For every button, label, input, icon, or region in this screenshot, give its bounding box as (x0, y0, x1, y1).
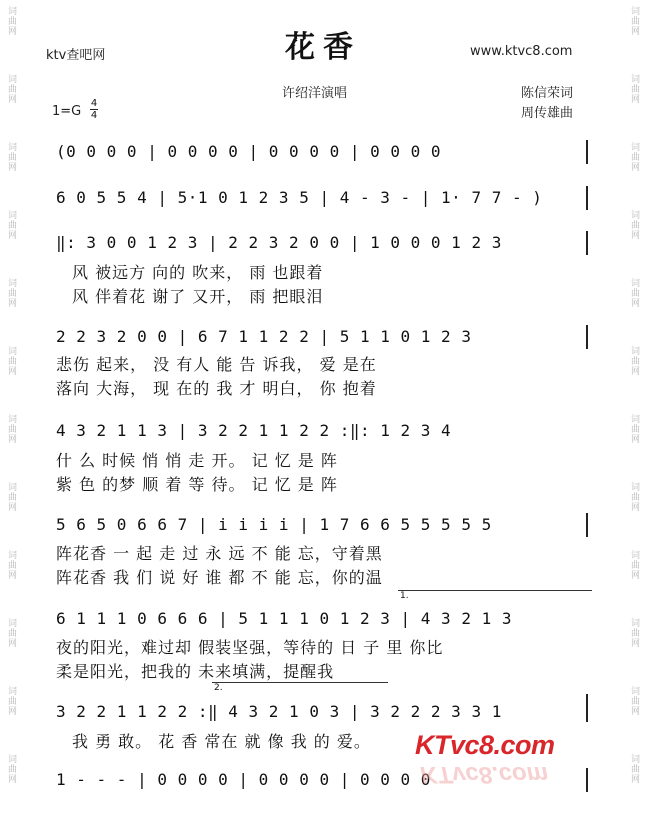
lyrics-verse2-line5: 柔是阳光，把我的 未来填满，提醒我 (56, 662, 335, 681)
watermark-text: 词曲网 (6, 278, 16, 308)
lyrics-verse1-line3: 什 么 时候 悄 悄 走 开。 记 忆 是 阵 (56, 451, 338, 470)
score-row-1: (0 0 0 0 | 0 0 0 0 | 0 0 0 0 | 0 0 0 0 (56, 142, 442, 161)
lyricist-credit: 陈信荣词 (521, 86, 574, 101)
score-row-7-notes: 6 1 1 1 0 6 6 6 | 5 1 1 1 0 1 2 3 | 4 3 2 1 3 (56, 609, 512, 628)
lyrics-verse1-line2: 悲伤 起来， 没 有人 能 告 诉我， 爱 是在 (56, 355, 377, 374)
volta-2-label: 2. (214, 683, 223, 693)
volta-2-bracket (212, 682, 388, 683)
key-signature: 1=G (52, 104, 82, 119)
barline (586, 694, 588, 722)
lyrics-verse2-line4: 阵花香 我 们 说 好 谁 都 不 能 忘，你的温 (56, 568, 383, 587)
singer-credit: 许绍洋演唱 (282, 86, 348, 101)
watermark-text: 词曲网 (629, 210, 639, 240)
lyrics-verse1-line4: 阵花香 一 起 走 过 永 远 不 能 忘，守着黑 (56, 544, 383, 563)
watermark-text: 词曲网 (6, 686, 16, 716)
watermark-text: 词曲网 (629, 278, 639, 308)
barline (586, 768, 588, 792)
volta-1-bracket (398, 590, 592, 591)
site-logo-reflection: KTvc8.com (420, 761, 549, 788)
watermark-text: 词曲网 (6, 6, 16, 36)
volta-1-label: 1. (400, 591, 409, 601)
watermark-text: 词曲网 (629, 346, 639, 376)
watermark-text: 词曲网 (6, 550, 16, 580)
watermark-text: 词曲网 (6, 618, 16, 648)
watermark-text: 词曲网 (629, 754, 639, 784)
score-row-4-notes: 2 2 3 2 0 0 | 6 7 1 1 2 2 | 5 1 1 0 1 2 3 (56, 327, 472, 346)
lyrics-verse1-line5: 夜的阳光，难过却 假装坚强，等待的 日 子 里 你比 (56, 638, 444, 657)
barline (586, 186, 588, 210)
watermark-text: 词曲网 (629, 618, 639, 648)
time-signature-top: 4 (90, 98, 98, 109)
lyrics-verse2-line1: 风 伴着花 谢了 又开， 雨 把眼泪 (72, 287, 324, 306)
barline (586, 513, 588, 537)
barline (586, 140, 588, 164)
source-site-left: ktv查吧网 (46, 48, 106, 63)
watermark-text: 词曲网 (6, 346, 16, 376)
watermark-text: 词曲网 (629, 550, 639, 580)
score-row-5-notes: 4 3 2 1 1 3 | 3 2 2 1 1 2 2 :‖: 1 2 3 4 (56, 421, 452, 440)
composer-credit: 周传雄曲 (521, 106, 574, 121)
barline (586, 231, 588, 255)
watermark-text: 词曲网 (629, 686, 639, 716)
watermark-right (623, 0, 645, 824)
watermark-text: 词曲网 (629, 142, 639, 172)
watermark-text: 词曲网 (629, 414, 639, 444)
barline (586, 325, 588, 349)
watermark-text: 词曲网 (6, 754, 16, 784)
song-title: 花香 (285, 30, 361, 65)
score-row-9-notes: 1 - - - | 0 0 0 0 | 0 0 0 0 | 0 0 0 0 (56, 770, 431, 789)
watermark-text: 词曲网 (6, 482, 16, 512)
watermark-text: 词曲网 (6, 414, 16, 444)
watermark-text: 词曲网 (6, 210, 16, 240)
lyrics-verse2-line3: 紫 色 的梦 顺 着 等 待。 记 忆 是 阵 (56, 475, 338, 494)
watermark-text: 词曲网 (6, 142, 16, 172)
watermark-text: 词曲网 (629, 6, 639, 36)
watermark-text: 词曲网 (6, 74, 16, 104)
score-row-2: 6 0 5 5 4 | 5·1 0 1 2 3 5 | 4 - 3 - | 1· 7 7 - ) (56, 188, 543, 207)
score-row-6-notes: 5 6 5 0 6 6 7 | i i i i | 1 7 6 6 5 5 5 5 5 (56, 515, 492, 534)
site-logo: KTvc8.com (415, 730, 555, 760)
score-row-8-notes: 3 2 2 1 1 2 2 :‖ 4 3 2 1 0 3 | 3 2 2 2 3 3 1 (56, 702, 502, 721)
watermark-left (0, 0, 22, 824)
lyrics-verse1-line1: 风 被远方 向的 吹来， 雨 也跟着 (72, 263, 324, 282)
source-site-right: www.ktvc8.com (470, 44, 573, 59)
time-signature-bottom: 4 (90, 110, 98, 121)
time-signature (90, 98, 98, 121)
lyrics-ending: 我 勇 敢。 花 香 常在 就 像 我 的 爱。 (72, 732, 371, 751)
lyrics-verse2-line2: 落向 大海， 现 在的 我 才 明白， 你 抱着 (56, 379, 377, 398)
score-row-3-notes: ‖: 3 0 0 1 2 3 | 2 2 3 2 0 0 | 1 0 0 0 1 2 3 (56, 233, 502, 252)
watermark-text: 词曲网 (629, 482, 639, 512)
watermark-text: 词曲网 (629, 74, 639, 104)
